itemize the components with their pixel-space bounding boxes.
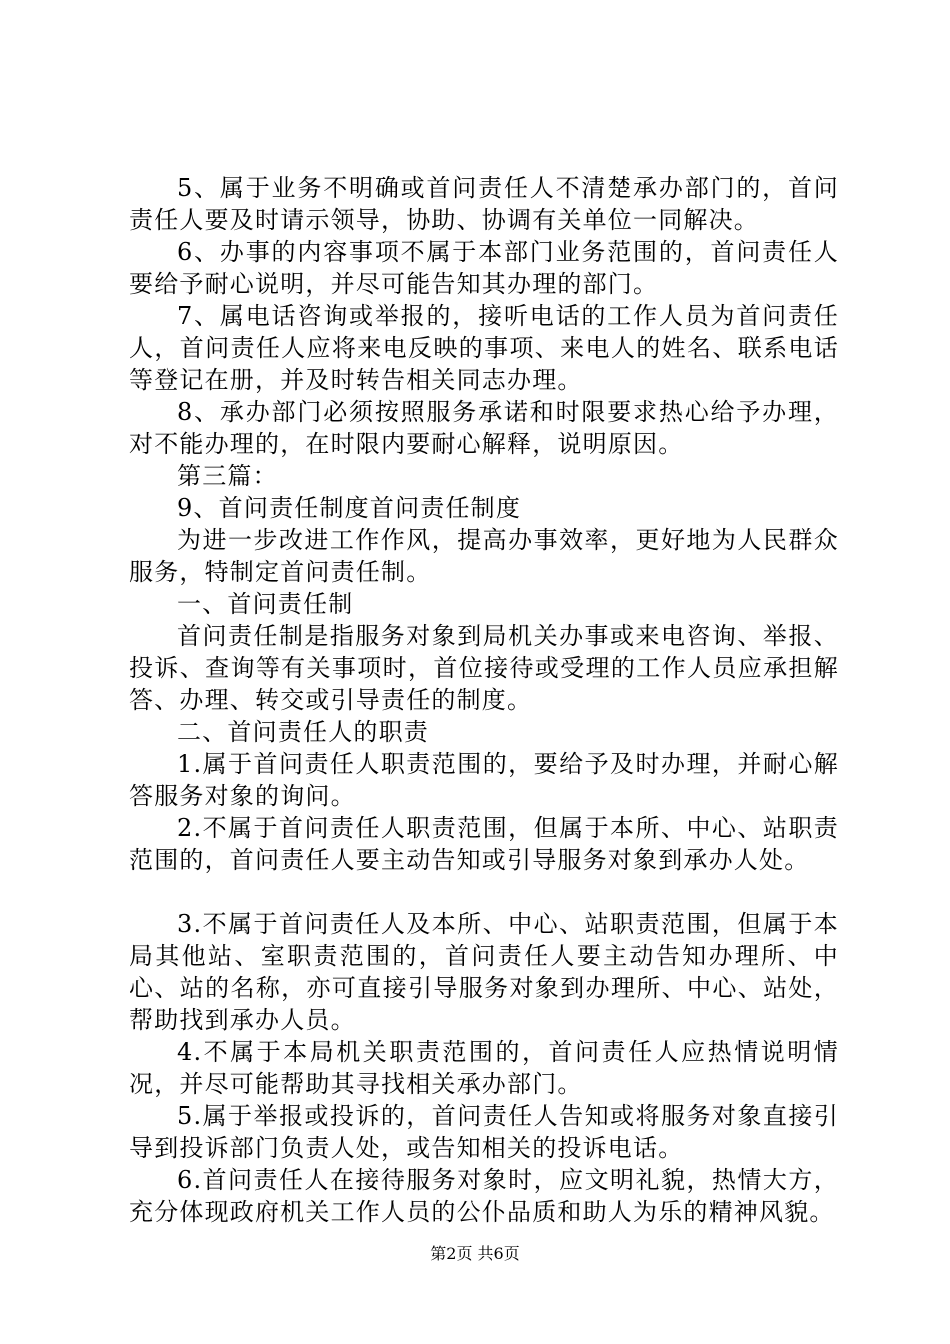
section-heading-one: 一、首问责任制 — [177, 590, 354, 618]
definition-paragraph: 首问责任制是指服务对象到局机关办事或来电咨询、举报、投诉、查询等有关事项时，首位接待或受理的工作人员应承担解答、办理、转交或引导责任的制度。 — [129, 622, 839, 714]
duty-item-1: 1.属于首问责任人职责范围的，要给予及时办理，并耐心解答服务对象的询问。 — [129, 750, 839, 810]
section-heading-part-three: 第三篇： — [177, 462, 278, 490]
intro-paragraph: 为进一步改进工作作风，提高办事效率，更好地为人民群众服务，特制定首问责任制。 — [129, 526, 839, 586]
duty-item-2: 2.不属于首问责任人职责范围，但属于本所、中心、站职责范围的，首问责任人要主动告知或引导服务对象到承办人处。 — [129, 814, 839, 874]
paragraph-item-5: 5、属于业务不明确或首问责任人不清楚承办部门的，首问责任人要及时请示领导，协助、协调有关单位一同解决。 — [129, 174, 839, 234]
section-heading-two: 二、首问责任人的职责 — [177, 718, 429, 746]
duty-item-4: 4.不属于本局机关职责范围的，首问责任人应热情说明情况，并尽可能帮助其寻找相关承办部门。 — [129, 1038, 839, 1098]
paragraph-item-8: 8、承办部门必须按照服务承诺和时限要求热心给予办理，对不能办理的，在时限内要耐心解释，说明原因。 — [129, 398, 839, 458]
article-title: 9、首问责任制度首问责任制度 — [177, 494, 522, 522]
duty-item-3: 3.不属于首问责任人及本所、中心、站职责范围，但属于本局其他站、室职责范围的，首问责任人要主动告知办理所、中心、站的名称，亦可直接引导服务对象到办理所、中心、站处，帮助找到承办人员。 — [129, 910, 839, 1034]
paragraph-item-6: 6、办事的内容事项不属于本部门业务范围的，首问责任人要给予耐心说明，并尽可能告知其办理的部门。 — [129, 238, 839, 298]
document-body — [129, 172, 839, 1228]
paragraph-item-7: 7、属电话咨询或举报的，接听电话的工作人员为首问责任人，首问责任人应将来电反映的事项、来电人的姓名、联系电话等登记在册，并及时转告相关同志办理。 — [129, 302, 839, 394]
page-number-footer: 第2页 共6页 — [430, 1244, 520, 1263]
duty-item-5: 5.属于举报或投诉的，首问责任人告知或将服务对象直接引导到投诉部门负责人处，或告知相关的投诉电话。 — [129, 1102, 839, 1162]
duty-item-6: 6.首问责任人在接待服务对象时，应文明礼貌，热情大方，充分体现政府机关工作人员的公仆品质和助人为乐的精神风貌。 — [129, 1166, 839, 1226]
